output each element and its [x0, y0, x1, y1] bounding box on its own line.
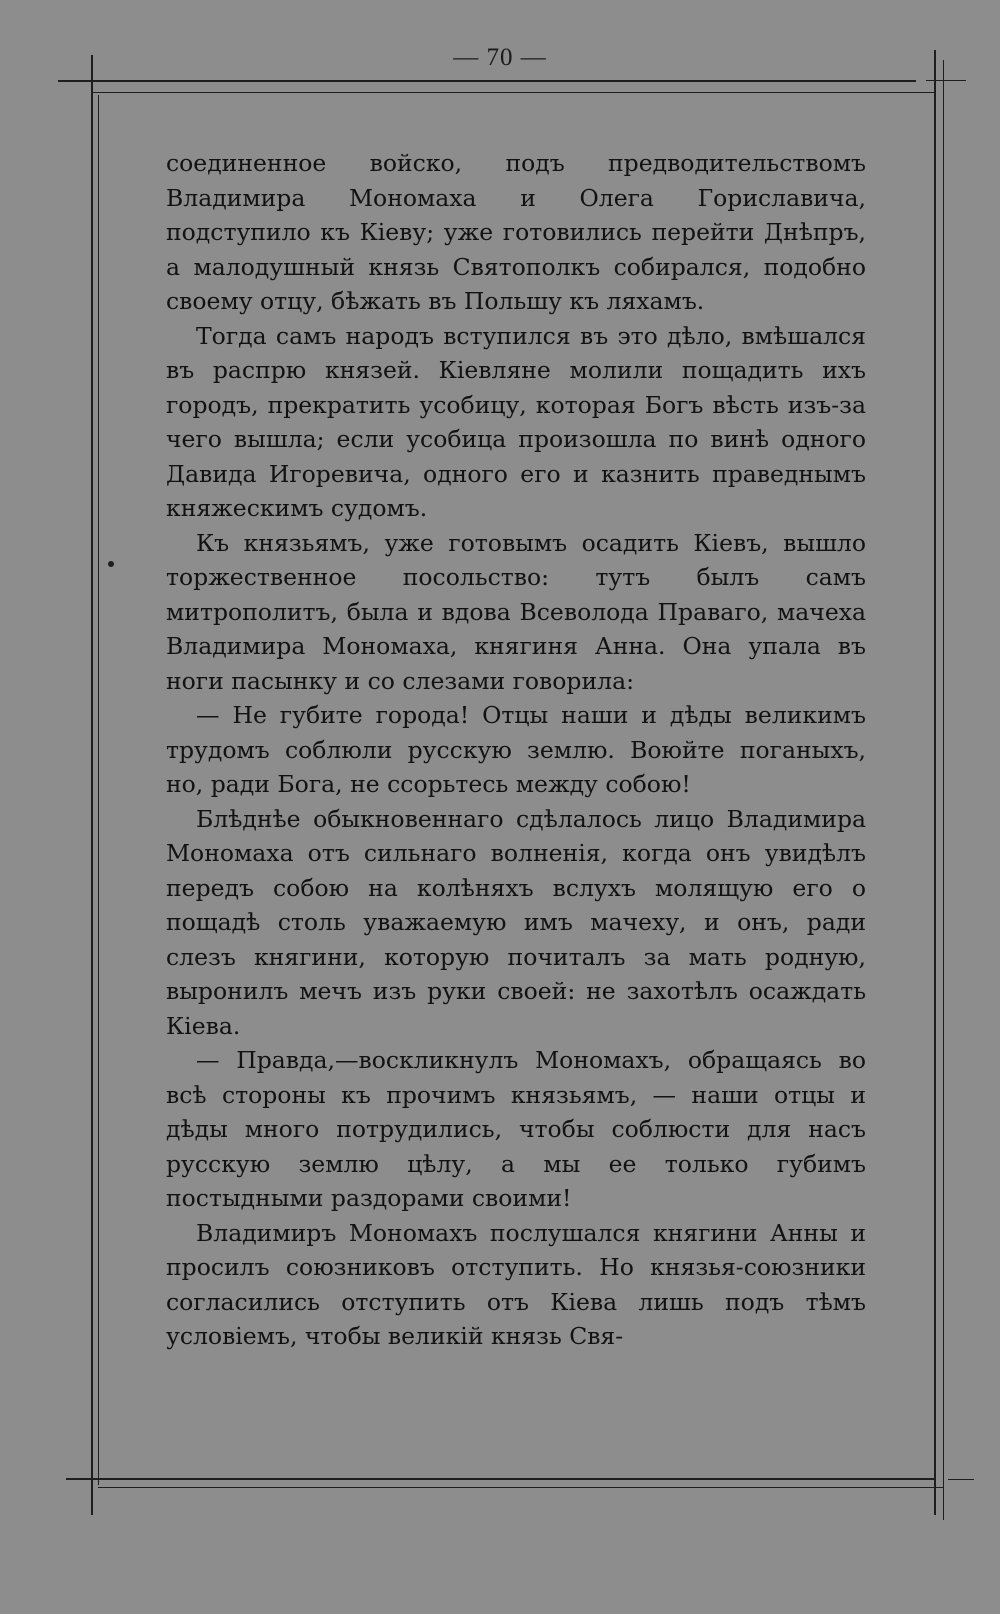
ink-speck: [108, 561, 114, 567]
frame-bottom-rule-inner: [98, 1487, 944, 1488]
paragraph-7: Владимиръ Мономахъ послушался княгини Анны и просилъ союзниковъ отступить. Но князья-союзники согласились отступить отъ Кіева лишь подъ тѣмъ условіемъ, чтобы великій князь Свя-: [166, 1218, 866, 1350]
paragraph-2: Тогда самъ народъ вступился въ это дѣло, вмѣшался въ распрю князей. Кіевляне молили пощадить ихъ городъ, прекратить усобицу, которая Богъ вѣсть изъ-за чего вышла; если усобица произошла по винѣ одного Давида Игоревича, одного его и казнить праведнымъ княжескимъ судомъ.: [166, 321, 866, 522]
frame-left-rule-inner: [98, 95, 99, 1485]
page-number: — 70 —: [453, 44, 547, 71]
frame-top-rule: [58, 80, 916, 82]
paragraph-5: Блѣднѣе обыкновеннаго сдѣлалось лицо Владимира Мономаха отъ сильнаго волненія, когда онъ увидѣлъ передъ собою на колѣняхъ вслухъ молящую его о пощадѣ столь уважаемую имъ мачеху, и онъ, ради слезъ княгини, которую почиталъ за мать родную, выронилъ мечъ изъ руки своей: не захотѣлъ осаждать Кіева.: [166, 804, 866, 1040]
paragraph-3: Къ князьямъ, уже готовымъ осадить Кіевъ, вышло торжественное посольство: тутъ былъ самъ митрополитъ, была и вдова Всеволода Праваго, мачеха Владимира Мономаха, княгиня Анна. Она упала въ ноги пасынку и со слезами говорила:: [166, 528, 866, 695]
frame-right-rule-inner: [943, 60, 944, 1520]
paragraph-1: соединенное войско, подъ предводительствомъ Владимира Мономаха и Олега Гориславича, подступило къ Кіеву; уже готовились перейти Днѣпръ, а малодушный князь Святополкъ собирался, подобно своему отцу, бѣжать въ Польшу къ ляхамъ.: [166, 149, 866, 315]
paragraph-4: — Не губите города! Отцы наши и дѣды великимъ трудомъ соблюли русскую землю. Воюйте поганыхъ, но, ради Бога, не ссорьтесь между собою!: [166, 701, 866, 798]
frame-inner-top-rule: [92, 92, 936, 93]
frame-left-rule: [91, 55, 93, 1515]
frame-right-rule: [934, 50, 936, 1515]
frame-bottom-rule: [66, 1478, 936, 1480]
paragraph-6: — Правда,—воскликнулъ Мономахъ, обращаясь во всѣ стороны къ прочимъ князьямъ, — наши отцы и дѣды много потрудились, чтобы соблюсти для насъ русскую землю цѣлу, а мы ее только губимъ постыдными раздорами своими!: [166, 1046, 866, 1212]
frame-bottom-rule-right: [948, 1479, 974, 1480]
frame-top-rule-right: [926, 80, 966, 81]
page-body: [166, 146, 866, 1354]
